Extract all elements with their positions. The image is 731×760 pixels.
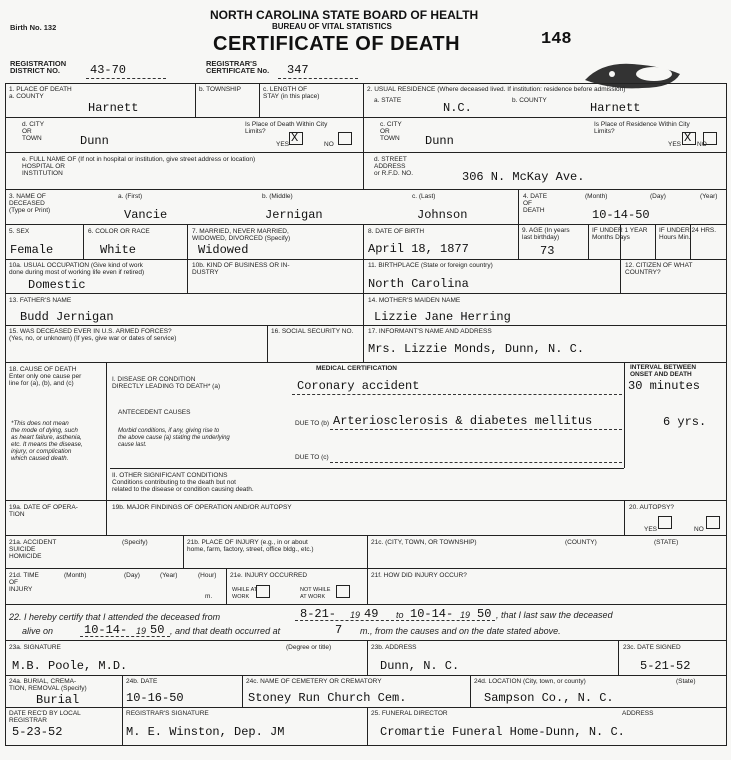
length-of-stay-label: c. LENGTH OF STAY (in this place) xyxy=(263,86,320,100)
residence-county-value: Harnett xyxy=(590,101,641,115)
residence-state-label: a. STATE xyxy=(374,97,402,104)
injury-m-label: m. xyxy=(205,593,213,600)
bureau-name: BUREAU OF VITAL STATISTICS xyxy=(272,22,392,31)
occupation-label: 10a. USUAL OCCUPATION (Give kind of work done during most of working life even if retired) xyxy=(9,262,145,276)
informant-label: 17. INFORMANT'S NAME AND ADDRESS xyxy=(368,328,492,335)
certify-from-underline xyxy=(295,620,495,621)
registrar-cert-label: REGISTRAR'S CERTIFICATE No. xyxy=(206,59,270,75)
residence-county-label: b. COUNTY xyxy=(512,97,547,104)
rule xyxy=(363,83,364,189)
mother-label: 14. MOTHER'S MAIDEN NAME xyxy=(368,297,461,304)
rule xyxy=(83,224,84,259)
rule xyxy=(5,500,727,501)
part-two-label: II. OTHER SIGNIFICANT CONDITIONS Conditions contributing to the death but not related to the disease or condition causing death. xyxy=(112,472,254,493)
certify-from-date: 8-21- xyxy=(300,607,337,621)
rule xyxy=(226,568,227,604)
rule xyxy=(518,224,519,259)
address-value: Dunn, N. C. xyxy=(380,659,460,673)
injury-place-label: 21b. PLACE OF INJURY (e.g., in or about home, farm, factory, street, office bldg., etc.) xyxy=(187,539,314,553)
date-signed-value: 5-21-52 xyxy=(640,659,691,673)
date-of-death-label: 4. DATE OF DEATH xyxy=(523,193,548,214)
color-label: 6. COLOR OR RACE xyxy=(88,228,150,235)
certificate-title: CERTIFICATE OF DEATH xyxy=(213,33,461,55)
rule xyxy=(5,362,727,363)
injury-city-label: 21c. (CITY, TOWN, OR TOWNSHIP) xyxy=(371,539,477,546)
death-limits-yes-checkbox[interactable] xyxy=(289,132,303,145)
death-day-label: (Day) xyxy=(650,193,666,200)
medical-section-title: MEDICAL CERTIFICATION xyxy=(316,365,398,372)
middle-name-value: Jernigan xyxy=(265,208,323,222)
first-name-value: Vancie xyxy=(124,208,168,222)
registrar-cert-value: 347 xyxy=(287,63,309,77)
autopsy-yes-checkbox[interactable] xyxy=(658,516,672,529)
color-value: White xyxy=(100,243,137,257)
registration-district-label: REGISTRATION DISTRICT NO. xyxy=(10,59,67,75)
rule xyxy=(5,259,727,260)
interval-label: INTERVAL BETWEEN ONSET AND DEATH xyxy=(630,364,697,378)
due-to-b-underline xyxy=(330,429,622,430)
father-label: 13. FATHER'S NAME xyxy=(9,297,72,304)
not-while-at-work-checkbox[interactable] xyxy=(336,585,350,598)
rule xyxy=(5,152,727,153)
alive-on-year: 50 xyxy=(150,623,165,637)
location-value: Sampson Co., N. C. xyxy=(484,691,614,705)
board-name: NORTH CAROLINA STATE BOARD OF HEALTH xyxy=(210,8,479,22)
certify-last-saw: , that I last saw the deceased xyxy=(496,610,613,620)
business-label: 10b. KIND OF BUSINESS OR IN- DUSTRY xyxy=(192,262,290,276)
rule xyxy=(106,362,107,500)
injury-specify-label: (Specify) xyxy=(122,539,148,546)
rule xyxy=(620,259,621,293)
residence-city-value: Dunn xyxy=(425,134,454,148)
death-county-value: Harnett xyxy=(88,101,139,115)
death-city-label: d. CITY OR TOWN xyxy=(22,121,45,142)
residence-limits-yes-checkbox[interactable] xyxy=(682,132,696,145)
due-to-b-interval: 6 yrs. xyxy=(663,415,707,429)
under-24-hours-label: IF UNDER 24 HRS. Hours Min. xyxy=(659,227,717,241)
not-while-at-work-label: NOT WHILE AT WORK xyxy=(300,587,331,600)
death-limits-no-checkbox[interactable] xyxy=(338,132,352,145)
injury-occurred-label: 21e. INJURY OCCURRED xyxy=(230,572,308,579)
injury-day-label: (Day) xyxy=(124,572,140,579)
part-one-underline xyxy=(292,394,622,395)
injury-time-label: 21d. TIME OF INJURY xyxy=(9,572,39,593)
street-value: 306 N. McKay Ave. xyxy=(462,170,585,184)
death-year-label: (Year) xyxy=(700,193,718,200)
rule xyxy=(518,189,519,224)
certificate-number: 148 xyxy=(541,30,572,49)
cause-note: *This does not mean the mode of dying, such as heart failure, asthenia, etc. It means the disease, injury, or complication which caused death. xyxy=(11,420,83,462)
place-of-death-label: 1. PLACE OF DEATH a. COUNTY xyxy=(9,86,72,100)
morbid-conditions-label: Morbid conditions, if any, giving rise to the above cause (a) stating the underlying cause last. xyxy=(118,428,230,448)
residence-limits-no-checkbox[interactable] xyxy=(703,132,717,145)
burial-value: Burial xyxy=(36,693,80,707)
certify-to-word: to xyxy=(396,610,404,620)
alive-on-date: 10-14- xyxy=(84,623,128,637)
funeral-director-value: Cromartie Funeral Home-Dunn, N. C. xyxy=(380,725,625,739)
operation-date-label: 19a. DATE OF OPERA- TION xyxy=(9,504,78,518)
marital-label: 7. MARRIED, NEVER MARRIED, WIDOWED, DIVORCED (Specify) xyxy=(192,228,291,242)
burial-label: 24a. BURIAL, CREMA- TION, REMOVAL (Specify) xyxy=(9,678,87,692)
citizenship-label: 12. CITIZEN OF WHAT COUNTRY? xyxy=(625,262,693,276)
injury-year-label: (Year) xyxy=(160,572,178,579)
cert-underline xyxy=(278,78,358,79)
registrar-signature-label: REGISTRAR'S SIGNATURE xyxy=(126,710,209,717)
hospital-label: e. FULL NAME OF (If not in hospital or institution, give street address or location) HOSPITAL OR INSTITUTION xyxy=(22,156,256,177)
date-received-value: 5-23-52 xyxy=(12,725,63,739)
rule xyxy=(187,259,188,293)
autopsy-no-label: NO xyxy=(694,526,704,533)
rule xyxy=(267,325,268,362)
father-value: Budd Jernigan xyxy=(20,310,114,324)
rule xyxy=(5,83,6,745)
while-at-work-checkbox[interactable] xyxy=(256,585,270,598)
death-limits-no-label: NO xyxy=(324,141,334,148)
rule xyxy=(187,224,188,259)
interval-value: 30 minutes xyxy=(628,379,701,393)
injury-type-label: 21a. ACCIDENT SUICIDE HOMICIDE xyxy=(9,539,57,560)
rule xyxy=(5,83,727,84)
usual-residence-label: 2. USUAL RESIDENCE (Where deceased lived. If institution: residence before admission) xyxy=(367,86,626,93)
death-occurred-label: , and that death occurred at xyxy=(170,626,281,636)
rule xyxy=(618,640,619,675)
birthplace-value: North Carolina xyxy=(368,277,469,291)
birth-date-label: 8. DATE OF BIRTH xyxy=(368,228,425,235)
rule xyxy=(363,259,364,293)
rule xyxy=(363,224,364,259)
autopsy-label: 20. AUTOPSY? xyxy=(629,504,675,511)
rule xyxy=(242,675,243,707)
antecedent-label: ANTECEDENT CAUSES xyxy=(118,409,191,416)
residence-limits-label: Is Place of Residence Within City Limits? xyxy=(594,121,690,135)
location-state-label: (State) xyxy=(676,678,696,685)
injury-state-label: (STATE) xyxy=(654,539,679,546)
rule xyxy=(106,500,107,535)
street-label: d. STREET ADDRESS or R.F.D. NO. xyxy=(374,156,414,177)
rule xyxy=(624,500,625,535)
residence-limits-yes-label: YES xyxy=(668,141,682,148)
injury-county-label: (COUNTY) xyxy=(565,539,597,546)
address-label: 23b. ADDRESS xyxy=(371,644,417,651)
informant-value: Mrs. Lizzie Monds, Dunn, N. C. xyxy=(368,342,585,356)
rule xyxy=(183,535,184,568)
autopsy-yes-label: YES xyxy=(644,526,658,533)
district-underline xyxy=(86,78,166,79)
burial-date-label: 24b. DATE xyxy=(126,678,158,685)
death-limits-yes-mark: X xyxy=(291,131,299,145)
birth-number-label: Birth No. 132 xyxy=(10,23,57,32)
rule xyxy=(367,640,368,675)
rule xyxy=(367,707,368,745)
operation-findings-label: 19b. MAJOR FINDINGS OF OPERATION AND/OR AUTOPSY xyxy=(112,504,292,511)
under-one-year-label: IF UNDER 1 YEAR Months Days xyxy=(592,227,648,241)
certify-label: 22. I hereby certify that I attended the deceased from xyxy=(9,612,221,622)
degree-label: (Degree or title) xyxy=(286,644,332,651)
alive-19: 19 xyxy=(136,626,147,636)
cemetery-value: Stoney Run Church Cem. xyxy=(248,691,407,705)
last-name-label: c. (Last) xyxy=(412,193,436,200)
residence-city-label: c. CITY OR TOWN xyxy=(380,121,402,142)
date-signed-label: 23c. DATE SIGNED xyxy=(623,644,681,651)
alive-underline xyxy=(80,636,170,637)
part-one-label: I. DISEASE OR CONDITION DIRECTLY LEADING TO DEATH* (a) xyxy=(112,376,221,390)
registration-district-value: 43-70 xyxy=(90,63,127,77)
part-one-value: Coronary accident xyxy=(297,379,420,393)
rule xyxy=(5,745,727,746)
injury-how-label: 21f. HOW DID INJURY OCCUR? xyxy=(371,572,467,579)
while-at-work-label: WHILE AT WORK xyxy=(232,587,258,600)
rule xyxy=(5,604,727,605)
rule xyxy=(195,83,196,117)
rule xyxy=(5,568,727,569)
age-value: 73 xyxy=(540,244,555,258)
rule xyxy=(5,675,727,676)
rule xyxy=(5,293,727,294)
marital-value: Widowed xyxy=(198,243,249,257)
due-to-c-label: DUE TO (c) xyxy=(295,454,329,461)
sex-label: 5. SEX xyxy=(9,228,30,235)
first-name-label: a. (First) xyxy=(118,193,143,200)
birth-date-value: April 18, 1877 xyxy=(368,242,469,256)
rule xyxy=(5,707,727,708)
residence-limits-no-label: NO xyxy=(697,141,707,148)
certify-to-year: 50 xyxy=(477,607,492,621)
rule xyxy=(726,83,727,745)
township-label: b. TOWNSHIP xyxy=(199,86,242,93)
mother-value: Lizzie Jane Herring xyxy=(374,310,511,324)
occupation-value: Domestic xyxy=(28,278,86,292)
certify-to-19: 19 xyxy=(460,610,471,620)
date-received-label: DATE REC'D BY LOCAL REGISTRAR xyxy=(9,710,81,724)
alive-on-label: alive on xyxy=(22,626,54,636)
signature-label: 23a. SIGNATURE xyxy=(9,644,61,651)
rule xyxy=(5,224,727,225)
burial-date-value: 10-16-50 xyxy=(126,691,184,705)
certify-from-year: 49 xyxy=(364,607,379,621)
rule xyxy=(624,362,625,468)
rule xyxy=(367,535,368,568)
death-occurred-time: 7 xyxy=(335,623,343,637)
residence-state-value: N.C. xyxy=(443,101,472,115)
cemetery-label: 24c. NAME OF CEMETERY OR CREMATORY xyxy=(246,678,382,685)
last-name-value: Johnson xyxy=(417,208,468,222)
signature-value: M.B. Poole, M.D. xyxy=(12,659,128,673)
rule xyxy=(363,293,364,362)
rule xyxy=(259,83,260,117)
rule xyxy=(5,535,727,536)
registrar-signature-value: M. E. Winston, Dep. JM xyxy=(126,725,285,739)
death-month-label: (Month) xyxy=(585,193,608,200)
death-limits-label: Is Place of Death Within City Limits? xyxy=(245,121,328,135)
age-label: 9. AGE (In years last birthday) xyxy=(522,227,570,241)
residence-limits-yes-mark: X xyxy=(684,131,692,145)
due-to-c-underline xyxy=(330,462,622,463)
birthplace-label: 11. BIRTHPLACE (State or foreign country) xyxy=(368,262,493,269)
due-to-b-label: DUE TO (b) xyxy=(295,420,330,427)
funeral-director-label: 25. FUNERAL DIRECTOR xyxy=(371,710,448,717)
rule xyxy=(122,675,123,745)
date-of-death-value: 10-14-50 xyxy=(592,208,650,222)
cause-of-death-label: 18. CAUSE OF DEATH Enter only one cause per line for (a), (b), and (c) xyxy=(9,366,82,387)
certify-to-date: 10-14- xyxy=(410,607,454,621)
rule xyxy=(5,325,727,326)
armed-forces-label: 15. WAS DECEASED EVER IN U.S. ARMED FORCES? (Yes, no, or unknown) (If yes, give war or dates of service) xyxy=(9,328,177,342)
injury-month-label: (Month) xyxy=(64,572,87,579)
death-city-value: Dunn xyxy=(80,134,109,148)
certify-statement xyxy=(9,612,220,622)
rule xyxy=(588,224,589,259)
rule xyxy=(367,568,368,604)
autopsy-no-checkbox[interactable] xyxy=(706,516,720,529)
middle-name-label: b. (Middle) xyxy=(262,193,293,200)
rule xyxy=(110,468,624,469)
rule xyxy=(5,117,727,118)
funeral-address-label: ADDRESS xyxy=(622,710,654,717)
certify-closing: m., from the causes and on the date stated above. xyxy=(360,626,561,636)
sex-value: Female xyxy=(10,243,54,257)
rule xyxy=(470,675,471,707)
rule xyxy=(5,189,727,190)
injury-hour-label: (Hour) xyxy=(198,572,217,579)
name-label: 3. NAME OF DECEASED (Type or Print) xyxy=(9,193,51,214)
due-to-b-value: Arteriosclerosis & diabetes mellitus xyxy=(333,414,593,428)
certify-from-19: 19 xyxy=(350,610,361,620)
rule xyxy=(655,224,656,259)
ssn-label: 16. SOCIAL SECURITY NO. xyxy=(271,328,354,335)
location-label: 24d. LOCATION (City, town, or county) xyxy=(474,678,586,685)
death-limits-yes-label: YES xyxy=(276,141,290,148)
